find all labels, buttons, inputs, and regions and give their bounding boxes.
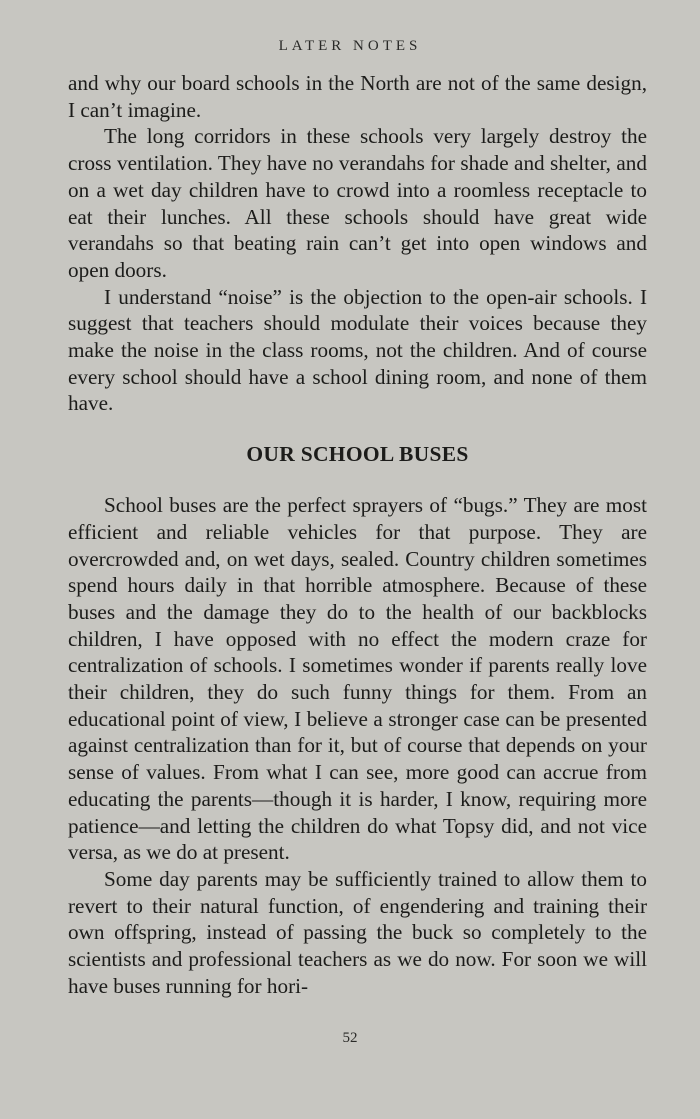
section-heading: OUR SCHOOL BUSES (246, 442, 469, 467)
paragraph-noise: I understand “noise” is the objection to the open-air schools. I suggest that teachers should modulate their voices because they make the noise in the class rooms, not the children. And of course every school should have a school dining room, and none of them have. (68, 284, 647, 416)
page-number: 52 (342, 1030, 358, 1046)
running-head: LATER NOTES (278, 38, 422, 54)
paragraph-corridors: The long corridors in these schools very largely destroy the cross ventilation. They have no verandahs for shade and shelter, and on a wet day children have to crowd into a roomless receptacle to eat their lunches. All these schools should have great wide verandahs so that beating rain can’t get into open windows and open doors. (68, 124, 647, 282)
paragraph-school-buses: School buses are the perfect sprayers of “bugs.” They are most efficient and reliable vehicles for that purpose. They are overcrowded and, on wet days, sealed. Country children sometimes spend hours daily in that horrible atmosphere. Because of these buses and the damage they do to the health of our backblocks children, I have opposed with no effect the modern craze for centralization of schools. I sometimes wonder if parents really love their children, they do such funny things for them. From an educational point of view, I believe a stronger case can be presented against centralization than for it, but of course that depends on your sense of values. From what I can see, more good can accrue from educating the parents—though it is harder, I know, requiring more patience—and letting the children do what Topsy did, and not vice versa, as we do at present. (68, 493, 647, 865)
paragraph-continued: and why our board schools in the North are not of the same design, I can’t imagine. (68, 71, 647, 122)
paragraph-parents: Some day parents may be sufficiently trained to allow them to revert to their natural function, of engendering and training their own offspring, instead of passing the buck so completely to the scientists and professional teachers as we do now. For soon we will have buses running for hori- (68, 866, 647, 998)
body-text (68, 70, 647, 1000)
